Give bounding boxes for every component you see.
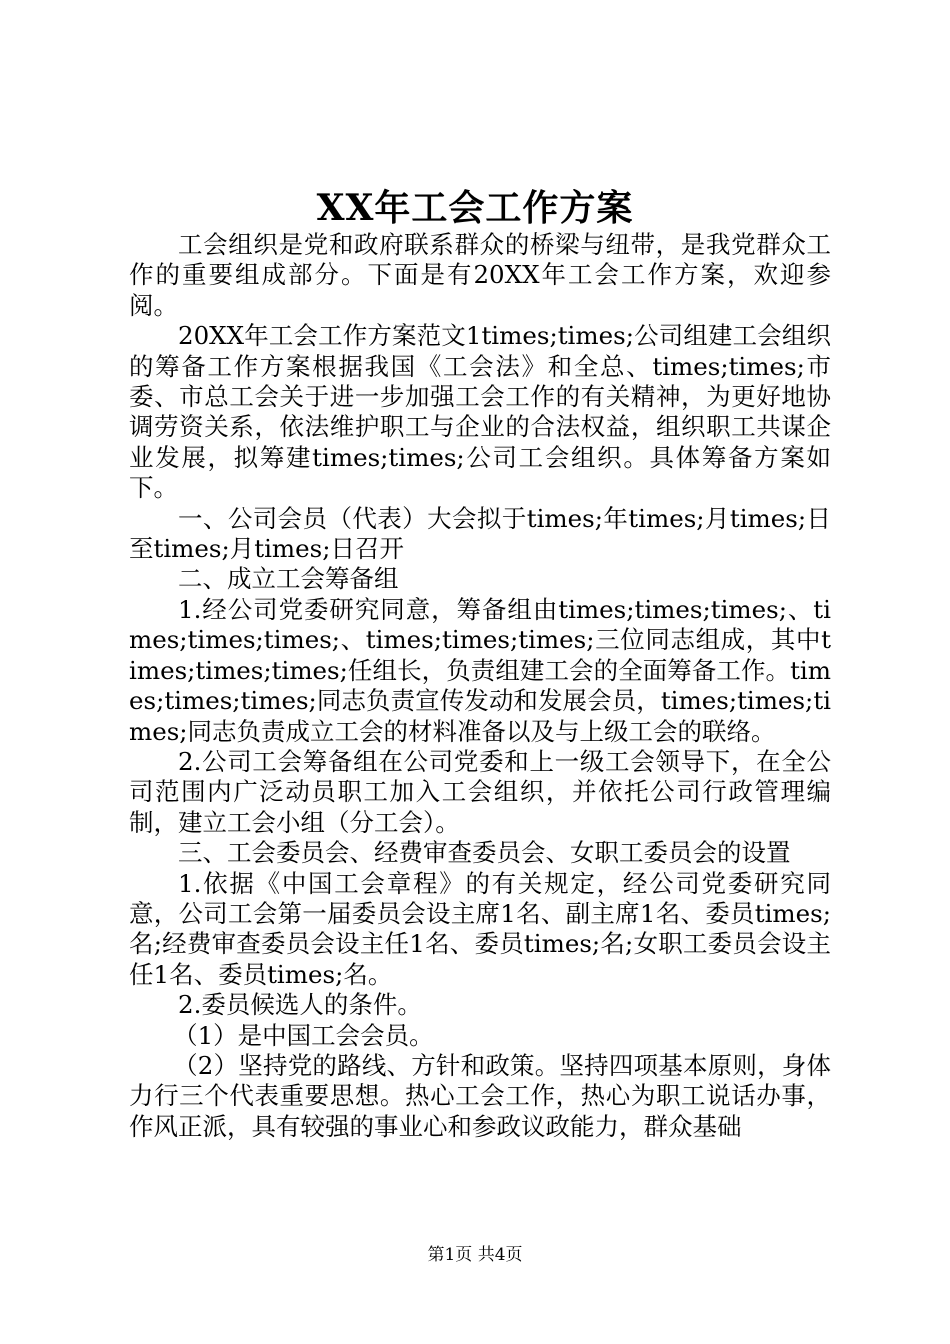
paragraph-section-3-item-2: 2.委员候选人的条件。: [178, 990, 422, 1020]
paragraph-section-1: 一、公司会员（代表）大会拟于times;年times;月times;日至times;月times;日召开: [129, 503, 831, 564]
paragraph-condition-1: （1）是中国工会会员。: [173, 1020, 434, 1050]
document-body: [129, 230, 831, 1142]
paragraph-condition-2: （2）坚持党的路线、方针和政策。坚持四项基本原则，身体力行三个代表重要思想。热心工会工作，热心为职工说话办事，作风正派，具有较强的事业心和参政议政能力，群众基础: [129, 1050, 831, 1141]
paragraph-plan-overview: 20XX年工会工作方案范文1times;times;公司组建工会组织的筹备工作方案根据我国《工会法》和全总、times;times;市委、市总工会关于进一步加强工会工作的有关精神，为更好地协调劳资关系，依法维护职工与企业的合法权益，组织职工共谋企业发展，拟筹建times;times;公司工会组织。具体筹备方案如下。: [129, 321, 831, 503]
paragraph-section-2-heading: 二、成立工会筹备组: [178, 564, 399, 594]
paragraph-section-2-item-2: 2.公司工会筹备组在公司党委和上一级工会领导下，在全公司范围内广泛动员职工加入工会组织，并依托公司行政管理编制，建立工会小组（分工会）。: [129, 746, 831, 837]
paragraph-section-3-heading: 三、工会委员会、经费审查委员会、女职工委员会的设置: [178, 838, 791, 868]
paragraph-intro: 工会组织是党和政府联系群众的桥梁与纽带，是我党群众工作的重要组成部分。下面是有20XX年工会工作方案，欢迎参阅。: [129, 230, 831, 320]
document-title: XX年工会工作方案: [316, 187, 634, 229]
page-footer: 第1页 共4页: [427, 1245, 523, 1265]
paragraph-section-3-item-1: 1.依据《中国工会章程》的有关规定，经公司党委研究同意，公司工会第一届委员会设主席1名、副主席1名、委员times;名;经费审查委员会设主任1名、委员times;名;女职工委员会设主任1名、委员times;名。: [129, 868, 831, 989]
paragraph-section-2-item-1: 1.经公司党委研究同意，筹备组由times;times;times;、times;times;times;、times;times;times;三位同志组成，其中times;times;times;任组长，负责组建工会的全面筹备工作。times;times;times;同志负责宣传发动和发展会员，times;times;times;同志负责成立工会的材料准备以及与上级工会的联络。: [129, 594, 831, 746]
